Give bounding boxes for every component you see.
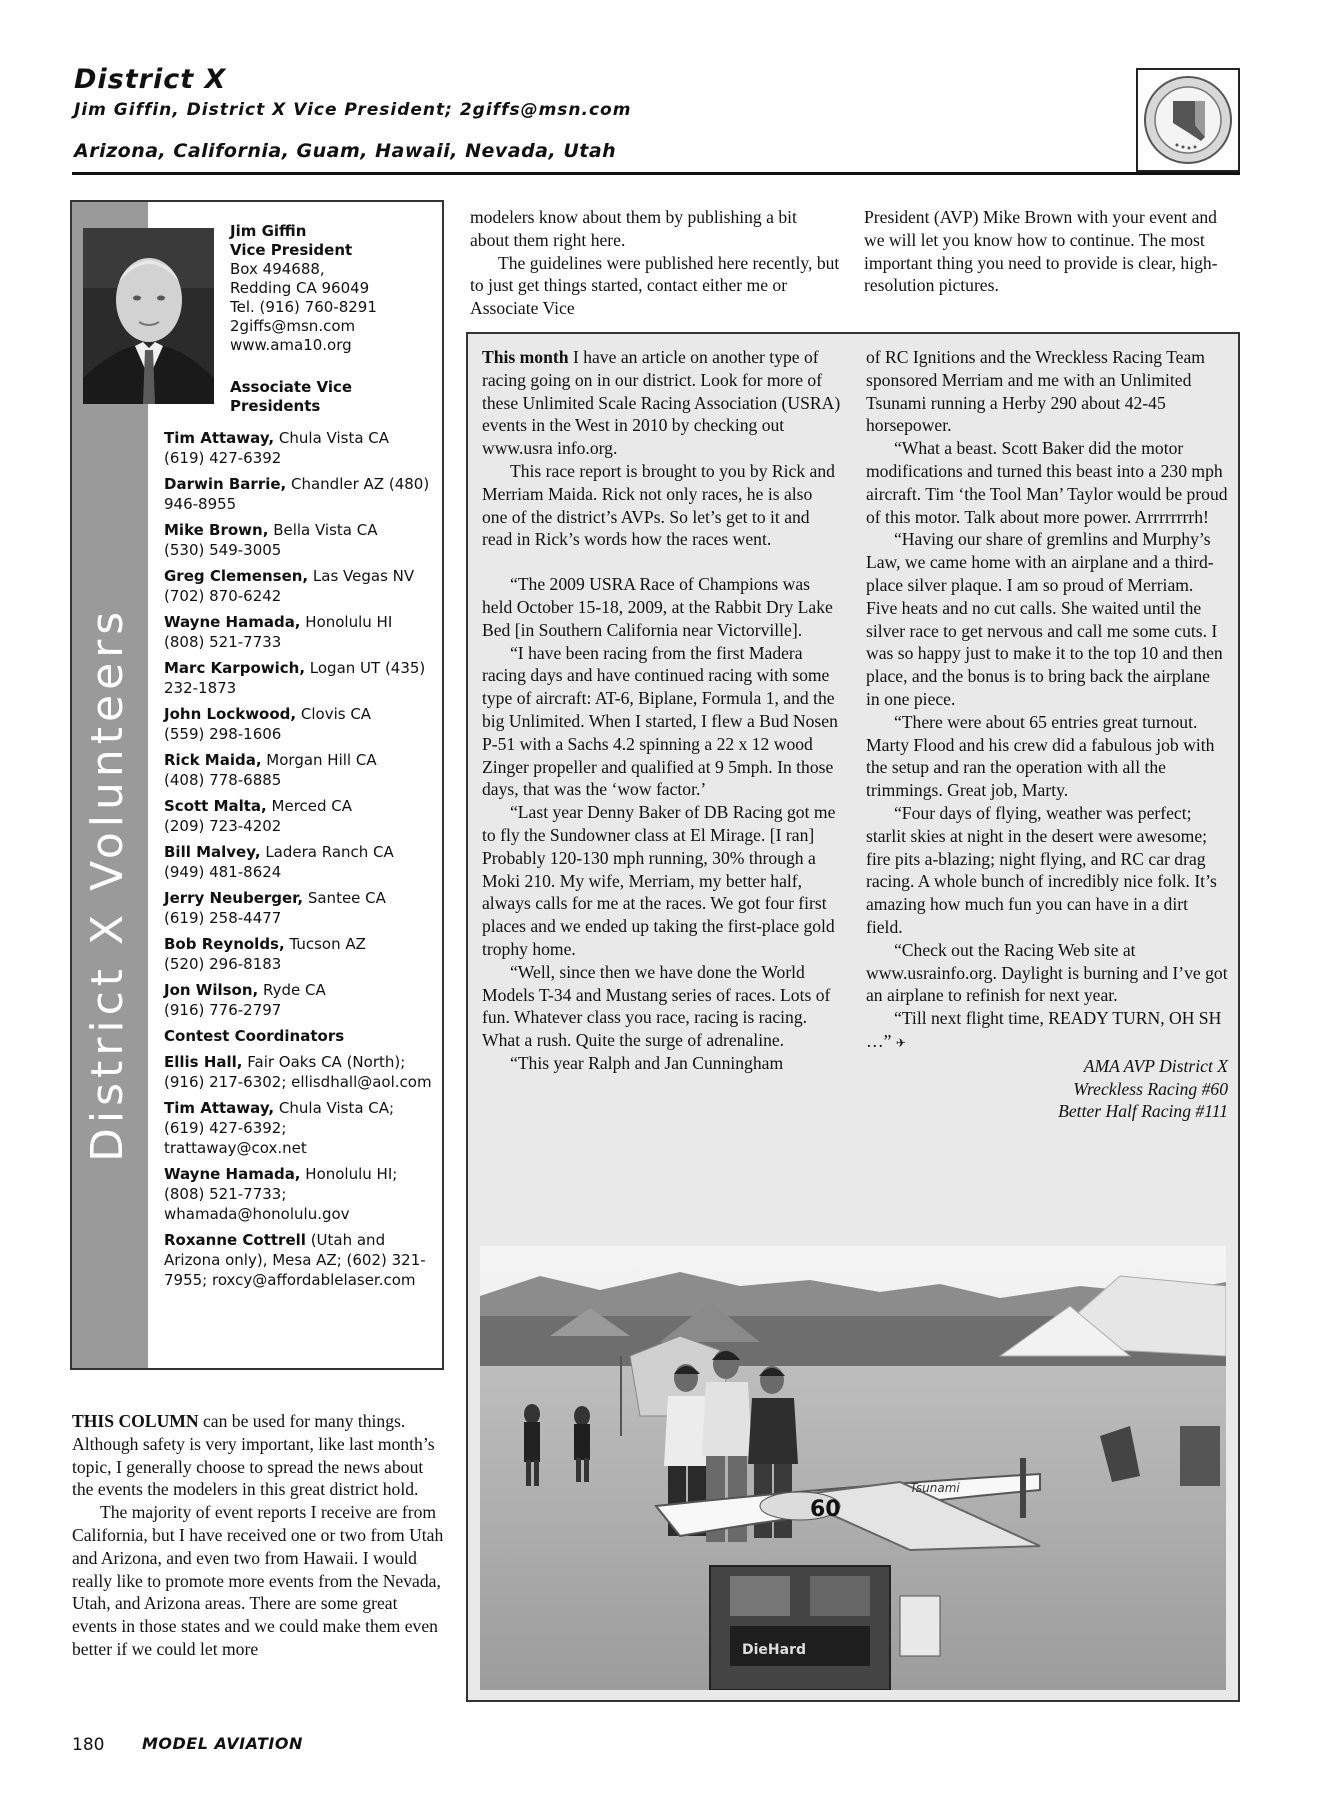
- vp-phone: Tel. (916) 760-8291: [230, 298, 377, 316]
- column-right-top: [864, 206, 1236, 297]
- column-middle-top: [470, 206, 840, 320]
- list-item: Bill Malvey, Ladera Ranch CA (949) 481-8624: [164, 843, 394, 881]
- magazine-name: MODEL AVIATION: [142, 1734, 303, 1753]
- sidebar-band-label: District X Volunteers: [82, 606, 133, 1162]
- ama-end-mark-icon: ✈: [895, 1035, 906, 1050]
- paragraph: can be used for many things. Although safety is very important, like last month’s topic, I generally choose to spread the news about the events the modelers in this great district hold.: [72, 1411, 435, 1500]
- district-logo: [1136, 68, 1240, 172]
- signature-line: AMA AVP District X: [1083, 1055, 1228, 1076]
- paragraph: “Till next flight time, READY TURN, OH SH …”: [866, 1008, 1222, 1051]
- list-item: Jon Wilson, Ryde CA (916) 776-2797: [164, 981, 326, 1019]
- vp-name: Jim Giffin: [230, 222, 307, 240]
- vp-email: 2giffs@msn.com: [230, 317, 356, 335]
- paragraph: “What a beast. Scott Baker did the motor modifications and turned this beast into a 230 mph aircraft. Tim ‘the Tool Man’ Taylor would be proud of this motor. Talk about more power. Arrrrrrrrh!: [866, 438, 1228, 527]
- volunteers-sidebar: [70, 200, 444, 1370]
- signature-line: Better Half Racing #111: [1058, 1101, 1228, 1122]
- paragraph: “There were about 65 entries great turnout. Marty Flood and his crew did a fabulous job with the setup and ran the operation with all the trimmings. Great job, Marty.: [866, 711, 1215, 801]
- paragraph: modelers know about them by publishing a bit about them right here.: [470, 207, 797, 250]
- race-photo: [480, 1246, 1226, 1690]
- vp-address-line: Box 494688,: [230, 260, 325, 278]
- paragraph: “Last year Denny Baker of DB Racing got me to fly the Sundowner class at El Mirage. [I ran] Probably 120-130 mph running, 30% through a Moki 210. My wife, Merriam, my better half, always calls for me at the races. We got four first places and we ended up taking the first-place gold trophy home.: [482, 802, 836, 959]
- paragraph: This race report is brought to you by Rick and Merriam Maida. Rick not only races, he is also one of the district’s AVPs. So let’s get to it and read in Rick’s words how the races went.: [482, 460, 835, 550]
- list-item: Ellis Hall, Fair Oaks CA (North); (916) 217-6302; ellisdhall@aol.com: [164, 1053, 432, 1091]
- vp-address-line: Redding CA 96049: [230, 279, 370, 297]
- paragraph: “Having our share of gremlins and Murphy’s Law, we came home with an airplane and a third-place silver plaque. I am so proud of Merriam. Five heats and no cut calls. She waited until the silver race to get nervous and call me some cuts. I was so happy just to make it to the top 10 and then place, and the bonus is to bring back the airplane in one piece.: [866, 529, 1223, 709]
- paragraph: “I have been racing from the first Madera racing days and have continued racing with some type of aircraft: AT-6, Biplane, Formula 1, and the big Unlimited. When I started, I flew a Bud Nosen P-51 with a Sachs 4.2 spinning a 22 x 12 wood Zinger propeller and qualified at 9 5mph. In those days, that was the ‘wow factor.’: [482, 642, 838, 800]
- paragraph: “The 2009 USRA Race of Champions was held October 15-18, 2009, at the Rabbit Dry Lake Bed [in Southern California near Victorville].: [482, 574, 833, 640]
- district-states: Arizona, California, Guam, Hawaii, Nevada, Utah: [74, 140, 617, 162]
- list-item: John Lockwood, Clovis CA (559) 298-1606: [164, 705, 372, 743]
- plane-number: 60: [810, 1497, 841, 1522]
- list-item: Jerry Neuberger, Santee CA (619) 258-4477: [164, 889, 386, 927]
- plane-name: Tsunami: [910, 1481, 960, 1495]
- list-item: Roxanne Cottrell (Utah and Arizona only), Mesa AZ; (602) 321-7955; roxcy@affordablelaser.com: [164, 1231, 426, 1289]
- avp-list: [164, 428, 440, 1296]
- article-column-left: [482, 346, 842, 1075]
- vice-president-contact: [230, 222, 377, 355]
- paragraph: “This year Ralph and Jan Cunningham: [510, 1052, 784, 1073]
- list-item: Scott Malta, Merced CA (209) 723-4202: [164, 797, 353, 835]
- race-report-box: [466, 332, 1240, 1702]
- paragraph: “Check out the Racing Web site at www.usrainfo.org. Daylight is burning and I’ve got an airplane to refinish for next year.: [866, 939, 1228, 1006]
- article-column-right: [866, 346, 1228, 1123]
- paragraph: I have an article on another type of racing going on in our district. Look for more of these Unlimited Scale Racing Association (USRA) events in the West in 2010 by checking out www.usra info.org.: [482, 347, 841, 459]
- vice-president-line: Jim Giffin, District X Vice President; 2giffs@msn.com: [74, 100, 632, 120]
- paragraph: The guidelines were published here recently, but to just get things started, contact either me or Associate Vice: [470, 252, 840, 319]
- header-rule: [72, 172, 1240, 175]
- paragraph: “Four days of flying, weather was perfect; starlit skies at night in the desert were awesome; fire pits a-blazing; night flying, and RC car drag racing. A whole bunch of incredibly nice folk. It’s amazing how much fun you can have in a dirt field.: [866, 802, 1217, 937]
- column-lead: THIS COLUMN: [72, 1411, 199, 1431]
- district-seal-icon: [1143, 75, 1233, 165]
- vp-title: Vice President: [230, 241, 353, 259]
- list-item: Darwin Barrie, Chandler AZ (480) 946-8955: [164, 475, 430, 513]
- list-item: Bob Reynolds, Tucson AZ (520) 296-8183: [164, 935, 366, 973]
- list-item: Mike Brown, Bella Vista CA (530) 549-3005: [164, 521, 378, 559]
- list-item: Wayne Hamada, Honolulu HI (808) 521-7733: [164, 613, 393, 651]
- paragraph: “Well, since then we have done the World Models T-34 and Mustang series of races. Lots of fun. Whatever class you race, racing is racing. What a rush. Quite the surge of adrenaline.: [482, 961, 831, 1051]
- list-item: Marc Karpowich, Logan UT (435) 232-1873: [164, 659, 426, 697]
- list-item: Wayne Hamada, Honolulu HI; (808) 521-7733; whamada@honolulu.gov: [164, 1165, 398, 1223]
- column-left: [72, 1410, 444, 1661]
- page-header: [72, 60, 1240, 176]
- list-item: Tim Attaway, Chula Vista CA; (619) 427-6392; trattaway@cox.net: [164, 1099, 395, 1157]
- district-title: District X: [74, 64, 227, 95]
- page-footer: [72, 1734, 303, 1756]
- paragraph: of RC Ignitions and the Wreckless Racing Team sponsored Merriam and me with an Unlimited Tsunami running a Herby 290 about 42-45 horsepower.: [866, 347, 1205, 436]
- list-item: Rick Maida, Morgan Hill CA (408) 778-6885: [164, 751, 377, 789]
- list-item: Greg Clemensen, Las Vegas NV (702) 870-6242: [164, 567, 415, 605]
- paragraph: The majority of event reports I receive are from California, but I have received one or two from Utah and Arizona, and even two from Hawaii. I would really like to promote more events from the Nevada, Utah, and Arizona areas. There are some great events in those states and we could make them even better if we could let more: [72, 1502, 444, 1659]
- vice-president-photo: [83, 228, 214, 404]
- list-item: Tim Attaway, Chula Vista CA (619) 427-6392: [164, 429, 390, 467]
- signature-line: Wreckless Racing #60: [1073, 1078, 1228, 1099]
- contest-coordinators-heading: Contest Coordinators: [164, 1027, 345, 1045]
- battery-label: DieHard: [742, 1642, 807, 1658]
- paragraph: President (AVP) Mike Brown with your event and we will let you know how to continue. The most important thing you need to provide is clear, high-resolution pictures.: [864, 207, 1218, 296]
- avp-heading: Associate Vice Presidents: [230, 378, 353, 415]
- article-lead: This month: [482, 347, 569, 367]
- page-number: 180: [72, 1735, 105, 1755]
- vp-website: www.ama10.org: [230, 336, 352, 354]
